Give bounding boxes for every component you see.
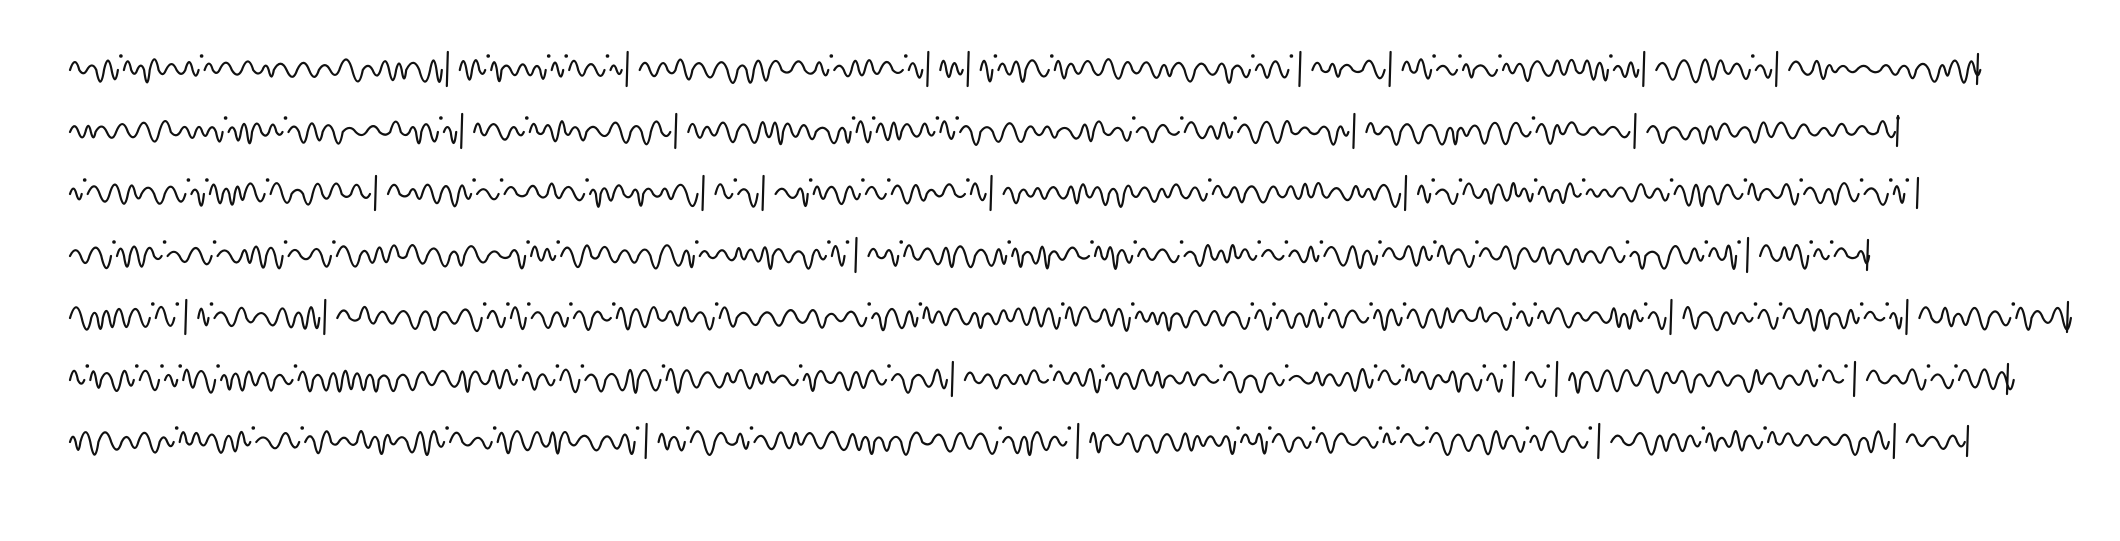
script-stroke: [70, 245, 1869, 269]
tsheg-mark: [1754, 302, 1758, 306]
tsheg-mark: [998, 426, 1002, 430]
tsheg-mark: [527, 302, 531, 306]
tsheg-mark: [1374, 364, 1378, 368]
tsheg-mark: [1312, 426, 1316, 430]
tsheg-mark: [852, 116, 856, 120]
tsheg-mark: [636, 426, 640, 430]
tsheg-mark: [178, 364, 182, 368]
tsheg-mark: [1705, 240, 1709, 244]
tsheg-mark: [1889, 178, 1893, 182]
tsheg-mark: [846, 240, 850, 244]
script-stroke: [70, 369, 2014, 393]
shad-mark: [447, 52, 448, 86]
script-line-4-drawing: [70, 226, 2060, 288]
shad-mark: [185, 300, 186, 334]
tsheg-mark: [547, 54, 551, 58]
tsheg-mark: [1799, 178, 1803, 182]
tsheg-mark: [1007, 240, 1011, 244]
tsheg-mark: [1236, 426, 1240, 430]
tsheg-mark: [955, 116, 959, 120]
tsheg-mark: [1425, 426, 1429, 430]
tsheg-mark: [1498, 54, 1502, 58]
tsheg-mark: [119, 54, 123, 58]
tsheg-mark: [799, 364, 803, 368]
shad-mark: [1299, 52, 1300, 86]
script-line-2-drawing: [70, 102, 2060, 164]
line-end-shad-mark: [2067, 302, 2068, 332]
tsheg-mark: [1068, 426, 1072, 430]
tsheg-mark: [1324, 302, 1328, 306]
shad-mark: [1894, 424, 1895, 458]
tsheg-mark: [1702, 426, 1706, 430]
tsheg-mark: [1369, 302, 1373, 306]
shad-mark: [1854, 362, 1855, 396]
script-line-1-drawing: [70, 40, 2060, 102]
tsheg-mark: [205, 178, 209, 182]
tsheg-mark: [284, 116, 288, 120]
tsheg-mark: [1818, 364, 1822, 368]
tsheg-mark: [284, 240, 288, 244]
tsheg-mark: [1844, 364, 1848, 368]
tsheg-mark: [1433, 240, 1437, 244]
script-stroke: [70, 121, 1901, 145]
script-line-7-drawing: [70, 412, 2060, 474]
tsheg-mark: [612, 302, 616, 306]
tsheg-mark: [1133, 240, 1137, 244]
line-end-shad-mark: [2007, 364, 2008, 394]
tsheg-mark: [1483, 364, 1487, 368]
tsheg-mark: [187, 178, 191, 182]
shad-mark: [1556, 362, 1557, 396]
tsheg-mark: [1285, 364, 1289, 368]
tsheg-mark: [332, 240, 336, 244]
shad-mark: [1405, 176, 1406, 210]
tsheg-mark: [112, 240, 116, 244]
shad-mark: [461, 114, 462, 148]
shad-mark: [1513, 362, 1514, 396]
tsheg-mark: [904, 54, 908, 58]
tsheg-mark: [1272, 302, 1276, 306]
tsheg-mark: [556, 240, 560, 244]
tsheg-mark: [861, 178, 865, 182]
shad-mark: [1643, 52, 1644, 86]
tsheg-mark: [1459, 178, 1463, 182]
tsheg-mark: [1546, 364, 1550, 368]
tsheg-mark: [86, 364, 90, 368]
tsheg-mark: [1378, 240, 1382, 244]
tsheg-mark: [1101, 364, 1105, 368]
tsheg-mark: [266, 178, 270, 182]
shad-mark: [1670, 300, 1671, 334]
tsheg-mark: [936, 116, 940, 120]
tsheg-mark: [581, 364, 585, 368]
shad-mark: [1776, 52, 1777, 86]
shad-mark: [1747, 238, 1748, 272]
tsheg-mark: [569, 302, 573, 306]
tsheg-mark: [216, 364, 220, 368]
script-line-2: [70, 102, 2060, 164]
tsheg-mark: [252, 426, 256, 430]
shad-mark: [952, 362, 953, 396]
tsheg-mark: [1257, 240, 1261, 244]
tsheg-mark: [1251, 302, 1255, 306]
tsheg-mark: [1512, 302, 1516, 306]
tsheg-mark: [1809, 240, 1813, 244]
tsheg-mark: [1132, 116, 1136, 120]
tsheg-mark: [1268, 426, 1272, 430]
tsheg-mark: [585, 178, 589, 182]
tsheg-mark: [1432, 54, 1436, 58]
tsheg-mark: [1503, 364, 1507, 368]
tsheg-mark: [1290, 54, 1294, 58]
tsheg-mark: [1233, 116, 1237, 120]
tsheg-mark: [1379, 426, 1383, 430]
tsheg-mark: [872, 116, 876, 120]
tsheg-mark: [1431, 178, 1435, 182]
tsheg-mark: [887, 178, 891, 182]
shad-mark: [1353, 114, 1354, 148]
tsheg-mark: [213, 240, 217, 244]
tsheg-mark: [1526, 426, 1530, 430]
tsheg-mark: [606, 54, 610, 58]
tsheg-mark: [1219, 364, 1223, 368]
tsheg-mark: [2012, 302, 2016, 306]
tsheg-mark: [1534, 178, 1538, 182]
tsheg-mark: [564, 54, 568, 58]
tsheg-mark: [1050, 54, 1054, 58]
tsheg-mark: [1532, 116, 1536, 120]
tsheg-mark: [1458, 54, 1462, 58]
tsheg-mark: [472, 178, 476, 182]
shad-mark: [1906, 300, 1907, 334]
tsheg-mark: [662, 364, 666, 368]
tsheg-mark: [483, 302, 487, 306]
shad-mark: [324, 300, 325, 334]
script-line-1: [70, 40, 2060, 102]
script-stroke: [70, 431, 1965, 455]
tsheg-mark: [163, 240, 167, 244]
script-stroke: [70, 59, 1980, 83]
tsheg-mark: [899, 240, 903, 244]
tsheg-mark: [1589, 426, 1593, 430]
shad-mark: [675, 114, 676, 148]
script-line-5: [70, 288, 2060, 350]
tsheg-mark: [1090, 240, 1094, 244]
shad-mark: [646, 424, 647, 458]
shad-mark: [375, 176, 376, 210]
tsheg-mark: [887, 364, 891, 368]
tsheg-mark: [830, 54, 834, 58]
tsheg-mark: [1763, 426, 1767, 430]
shad-mark: [927, 52, 928, 86]
tsheg-mark: [160, 364, 164, 368]
line-end-shad-mark: [1917, 178, 1918, 208]
script-line-3-drawing: [70, 164, 2060, 226]
shad-mark: [1390, 52, 1391, 86]
tsheg-mark: [300, 426, 304, 430]
shad-mark: [991, 176, 992, 210]
tsheg-mark: [867, 302, 871, 306]
tsheg-mark: [1320, 240, 1324, 244]
tsheg-mark: [200, 54, 204, 58]
tsheg-mark: [1533, 302, 1537, 306]
tsheg-mark: [1744, 178, 1748, 182]
tsheg-mark: [809, 178, 813, 182]
tsheg-mark: [439, 116, 443, 120]
tsheg-mark: [1906, 178, 1910, 182]
tsheg-mark: [1049, 364, 1053, 368]
script-line-5-drawing: [70, 288, 2060, 350]
line-end-shad-mark: [1967, 426, 1968, 456]
manuscript-text-block: [70, 40, 2060, 474]
tsheg-mark: [1927, 364, 1931, 368]
tsheg-mark: [1285, 240, 1289, 244]
tsheg-mark: [486, 54, 490, 58]
shad-mark: [627, 52, 628, 86]
shad-mark: [855, 238, 856, 272]
tsheg-mark: [1751, 54, 1755, 58]
tsheg-mark: [695, 240, 699, 244]
tsheg-mark: [1626, 240, 1630, 244]
tsheg-mark: [224, 116, 228, 120]
tsheg-mark: [1061, 302, 1065, 306]
tsheg-mark: [83, 178, 87, 182]
tsheg-mark: [1609, 54, 1613, 58]
tsheg-mark: [556, 364, 560, 368]
tsheg-mark: [1180, 240, 1184, 244]
tsheg-mark: [1860, 178, 1864, 182]
shad-mark: [763, 176, 764, 210]
tsheg-mark: [1208, 178, 1212, 182]
tsheg-mark: [919, 302, 923, 306]
tsheg-mark: [1644, 302, 1648, 306]
tsheg-mark: [151, 302, 155, 306]
tsheg-mark: [518, 364, 522, 368]
tsheg-mark: [1737, 240, 1741, 244]
tsheg-mark: [1670, 178, 1674, 182]
line-end-shad-mark: [1897, 116, 1898, 146]
tsheg-mark: [1251, 54, 1255, 58]
script-line-3: [70, 164, 2060, 226]
tsheg-mark: [1396, 426, 1400, 430]
tsheg-mark: [1180, 116, 1184, 120]
tsheg-mark: [1401, 364, 1405, 368]
tsheg-mark: [1131, 302, 1135, 306]
tsheg-mark: [525, 116, 529, 120]
tsheg-mark: [500, 178, 504, 182]
tsheg-mark: [526, 240, 530, 244]
tsheg-mark: [210, 302, 214, 306]
shad-mark: [703, 176, 704, 210]
shad-mark: [1077, 424, 1078, 458]
tsheg-mark: [1860, 302, 1864, 306]
line-end-shad-mark: [1977, 54, 1978, 84]
shad-mark: [1598, 424, 1599, 458]
script-line-4: [70, 226, 2060, 288]
line-end-shad-mark: [1867, 240, 1868, 270]
tsheg-mark: [1830, 240, 1834, 244]
tsheg-mark: [1403, 302, 1407, 306]
script-line-6: [70, 350, 2060, 412]
script-line-6-drawing: [70, 350, 2060, 412]
tsheg-mark: [1779, 302, 1783, 306]
tsheg-mark: [1885, 302, 1889, 306]
tsheg-mark: [715, 302, 719, 306]
script-line-7: [70, 412, 2060, 474]
tsheg-mark: [966, 178, 970, 182]
tsheg-mark: [827, 240, 831, 244]
tsheg-mark: [135, 364, 139, 368]
tsheg-mark: [506, 302, 510, 306]
tsheg-mark: [1582, 178, 1586, 182]
script-stroke: [70, 307, 2071, 331]
tsheg-mark: [1475, 240, 1479, 244]
tsheg-mark: [734, 178, 738, 182]
tsheg-mark: [445, 426, 449, 430]
tsheg-mark: [686, 426, 690, 430]
shad-mark: [1634, 114, 1635, 148]
tsheg-mark: [994, 54, 998, 58]
tsheg-mark: [294, 364, 298, 368]
tsheg-mark: [176, 302, 180, 306]
tsheg-mark: [175, 426, 179, 430]
shad-mark: [968, 52, 969, 86]
tsheg-mark: [1954, 364, 1958, 368]
tsheg-mark: [750, 426, 754, 430]
tsheg-mark: [493, 426, 497, 430]
